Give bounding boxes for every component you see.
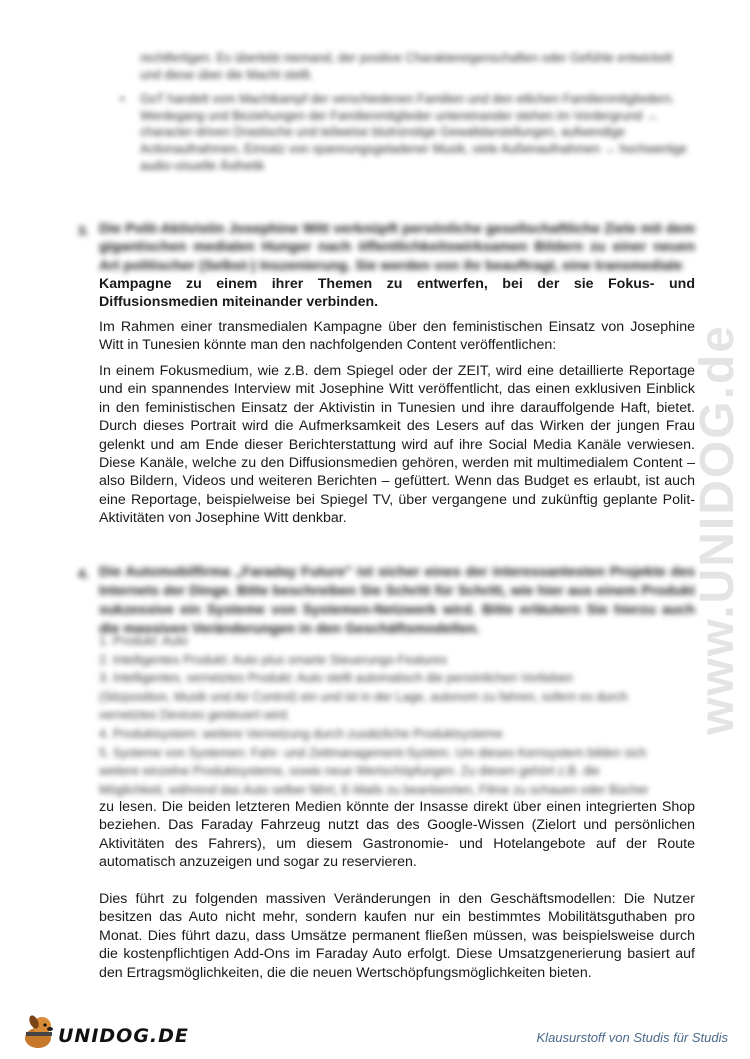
list-item: (Sitzposition, Musik und Air Control) ein und ist in der Lage, autonom zu fahren, sofern es durch — [99, 689, 628, 704]
list-item — [120, 91, 695, 174]
list-item: 5. Systeme von Systemen: Fahr- und Zeitmanagement-System. Um dieses Kernsystem bilden sich — [99, 745, 647, 760]
top-bullet-block — [120, 50, 695, 174]
list-item: Möglichkeit, während das Auto selber fährt, E-Mails zu beantworten, Filme zu schauen oder Bücher — [99, 782, 649, 797]
bullet-text: GoT handelt vom Machtkampf der verschiedenen Familien und den etlichen Familienmitgliedern. Werdegang und Beziehungen der Familienmitglieder untereinander stehen im Vordergrund → character-driven Drastische und teilweise blutrünstige Gewaltdarstellungen, aufwendige Actionaufnahmen, Einsatz von spannungsgeladener Musik, viele Außenaufnahmen → hochwertige audio-visuelle Ästhetik — [140, 92, 687, 173]
question-3 — [99, 220, 695, 312]
question-3-visible: Kampagne zu einem ihrer Themen zu entwerfen, bei der sie Fokus- und Diffusionsmedien miteinander verbinden. — [99, 276, 695, 311]
logo-text: UNIDOG.DE — [58, 1025, 189, 1047]
bullet-continuation: rechtfertigen. Es überlebt niemand, der positive Charaktereigenschaften oder Gefühle entwickelt und diese über die Macht stellt. — [140, 51, 673, 82]
list-item: vernetztes Devices gesteuert wird. — [99, 708, 291, 723]
answer-3-intro: Im Rahmen einer transmedialen Kampagne über den feministischen Einsatz von Josephine Witt in Tunesien könnte man den nachfolgenden Content veröffentlichen: — [99, 319, 695, 354]
list-item: 4. Produktsystem: weitere Vernetzung durch zusätzliche Produktsysteme — [99, 726, 503, 741]
answer-4-business-models: Dies führt zu folgenden massiven Veränderungen in den Geschäftsmodellen: Die Nutzer besitzen das Auto nicht mehr, sondern kaufen nur ein bestimmtes Mobilitätsguthaben pro Monat. Dies führt dazu, dass Umsätze permanent fließen müssen, was beispielsweise durch die kostenpflichtigen Add-Ons im Faraday Auto erfolgt. Diese Umsatzgenerierung basiert auf den Ertragsmöglichkeiten, die die neuen Wertschöpfungsmöglichkeiten bieten. — [99, 891, 695, 981]
question-3-blurred: Die Polit-Aktivistin Josephine Witt verknüpft persönliche gesellschaftliche Ziele mit dem gigantischen medialen Hunger nach öffentlichkeitswirksamen Bildern zu einer neuen Art politischer (Selbst-) Inszenierung. Sie werden von ihr beauftragt, eine transmediale — [99, 221, 695, 274]
list-item: 1. Produkt: Auto — [99, 634, 188, 648]
question-4-number: 4. — [78, 566, 89, 581]
watermark: www.UNIDOG.de — [691, 324, 744, 735]
list-item: weitere einzelne Produktsysteme, sowie neue Wertschöpfungen. Zu diesen gehört z.B. die — [99, 764, 600, 779]
bullet-icon: • — [120, 92, 125, 107]
list-item: 2. Intelligentes Produkt: Auto plus smarte Steuerungs-Features — [99, 652, 448, 667]
question-4-list — [99, 632, 695, 799]
answer-4-continuation: zu lesen. Die beiden letzteren Medien könnte der Insasse direkt über einen integrierten Shop beziehen. Das Faraday Fahrzeug nutzt das des Google-Wissen (Zielort und persönlichen Aktivitäten des Fahrers), um diesem Gastronomie- und Hotelangebote auf der Route automatisch anzuzeigen und sogar zu reservieren. — [99, 799, 695, 871]
answer-3-body: In einem Fokusmedium, wie z.B. dem Spiegel oder der ZEIT, wird eine detaillierte Reportage und ein spannendes Interview mit Josephine Witt veröffentlicht, das einen exklusiven Einblick in den feministischen Einsatz der Aktivistin in Tunesien und ihre darauffolgende Haft, bietet. Durch dieses Portrait wird die Aufmerksamkeit des Lesers auf das Wirken der jungen Frau gelenkt und am Ende dieser Berichterstattung wird auf ihre Social Media Kanäle verwiesen. Diese Kanäle, welche zu den Diffusionsmedien gehören, werden mit multimedialem Content – also Bildern, Videos und weiteren Berichten – gefüttert. Wenn das Budget es erlaubt, ist auch eine Reportage, beispielweise bei Spiegel TV, über vergangene und zukünftig geplante Polit-Aktivitäten von Josephine Witt denkbar. — [99, 363, 695, 527]
footer-tagline: Klausurstoff von Studis für Studis — [536, 1030, 728, 1045]
question-3-number: 3. — [78, 223, 89, 238]
question-4: Die Automobilfirma „Faraday Future" ist sicher eines der interessantesten Projekte des Internets der Dinge. Bitte beschreiben Sie Schritt für Schritt, wie hier aus einem Produkt sukzessive ein Systeme von Systemen-Netzwerk wird. Bitte erläutern Sie hierzu auch die massiven Veränderungen in den Geschäftsmodellen. — [99, 564, 695, 637]
list-item: 3. Intelligentes, vernetztes Produkt: Auto stellt automatisch die persönlichen Vorlieben — [99, 671, 573, 686]
